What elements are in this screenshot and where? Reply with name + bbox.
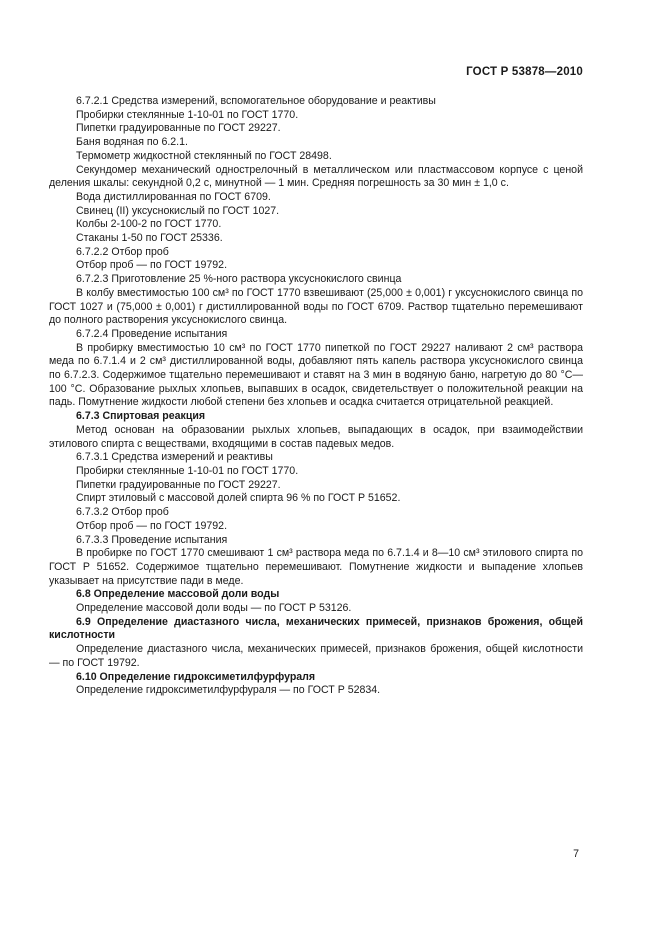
list-item: Термометр жидкостной стеклянный по ГОСТ 28498.: [76, 149, 332, 162]
list-item: Свинец (II) уксуснокислый по ГОСТ 1027.: [76, 204, 280, 217]
body-paragraph: Отбор проб — по ГОСТ 19792.: [76, 519, 228, 532]
section-heading: 6.8 Определение массовой доли воды: [76, 588, 280, 601]
list-item: Пипетки градуированные по ГОСТ 29227.: [76, 478, 281, 491]
body-paragraph: Определение диастазного числа, механических примесей, признаков брожения, общей кислотности — по ГОСТ 19792.: [49, 643, 583, 669]
subsection-heading: 6.7.3.2 Отбор проб: [76, 506, 169, 519]
body-paragraph: Определение массовой доли воды — по ГОСТ Р 53126.: [76, 602, 352, 615]
body-paragraph: В пробирку вместимостью 10 см³ по ГОСТ 1770 пипеткой по ГОСТ 29227 наливают 2 см³ раствора меда по 6.7.1.4 и 2 см³ дистиллированной воды, добавляют пять капель раствора уксуснокислого свинца по 6.7.2.3. Содержимое тщательно перемешивают и ставят на 3 мин в водяную баню, нагретую до 80 °С—100 °С. Образование рыхлых хлопьев, выпавших в осадок, свидетельствует о положительной реакции на падь. Помутнение жидкости любой степени без хлопьев и осадка считается отрицательной реакцией.: [49, 341, 583, 409]
list-item: Пипетки градуированные по ГОСТ 29227.: [76, 122, 281, 135]
subsection-heading: 6.7.2.2 Отбор проб: [76, 245, 169, 258]
list-item: Колбы 2-100-2 по ГОСТ 1770.: [76, 218, 222, 231]
subsection-heading: 6.7.2.4 Проведение испытания: [76, 327, 228, 340]
page-number: 7: [573, 848, 579, 860]
list-item: Спирт этиловый с массовой долей спирта 96 % по ГОСТ Р 51652.: [76, 492, 401, 505]
body-paragraph: Отбор проб — по ГОСТ 19792.: [76, 259, 228, 272]
subsection-heading: 6.7.3.3 Проведение испытания: [76, 533, 228, 546]
subsection-heading: 6.7.2.1 Средства измерений, вспомогательное оборудование и реактивы: [76, 95, 436, 107]
subsection-heading: 6.7.2.3 Приготовление 25 %-ного раствора уксуснокислого свинца: [76, 273, 402, 286]
list-item: Стаканы 1-50 по ГОСТ 25336.: [76, 232, 223, 245]
list-item: Пробирки стеклянные 1-10-01 по ГОСТ 1770.: [76, 464, 299, 477]
body-paragraph: Метод основан на образовании рыхлых хлопьев, выпадающих в осадок, при взаимодействии этилового спирта с веществами, входящими в состав падевых медов.: [49, 423, 583, 450]
standard-code-header: ГОСТ Р 53878—2010: [466, 66, 583, 78]
list-item: Баня водяная по 6.2.1.: [76, 136, 188, 149]
section-heading: 6.7.3 Спиртовая реакция: [76, 410, 206, 423]
subsection-heading: 6.7.3.1 Средства измерений и реактивы: [76, 451, 273, 464]
list-item: Секундомер механический однострелочный в металлическом или пластмассовом корпусе с ценой деления шкалы: секундной 0,2 с, минутной — 1 мин. Средняя погрешность за 30 мин ± 1,0 с.: [49, 163, 583, 190]
section-heading: 6.10 Определение гидроксиметилфурфураля: [76, 670, 316, 683]
list-item: Вода дистиллированная по ГОСТ 6709.: [76, 190, 271, 203]
body-paragraph: В пробирке по ГОСТ 1770 смешивают 1 см³ раствора меда по 6.7.1.4 и 8—10 см³ этилового спирта по ГОСТ Р 51652. Содержимое тщательно перемешивают. Помутнение жидкости и выпадение хлопьев указывает на присутствие пади в меде.: [49, 547, 583, 587]
document-body: [49, 95, 583, 698]
body-paragraph: В колбу вместимостью 100 см³ по ГОСТ 1770 взвешивают (25,000 ± 0,001) г уксуснокислого свинца по ГОСТ 1027 и (75,000 ± 0,001) г дистиллированной воды по ГОСТ 6709. Раствор тщательно перемешивают до полного растворения уксуснокислого свинца.: [49, 286, 583, 327]
section-heading: 6.9 Определение диастазного числа, механических примесей, признаков брожения, общей кислотности: [49, 615, 583, 642]
list-item: Пробирки стеклянные 1-10-01 по ГОСТ 1770.: [76, 108, 299, 121]
body-paragraph: Определение гидроксиметилфурфураля — по ГОСТ Р 52834.: [76, 684, 381, 697]
